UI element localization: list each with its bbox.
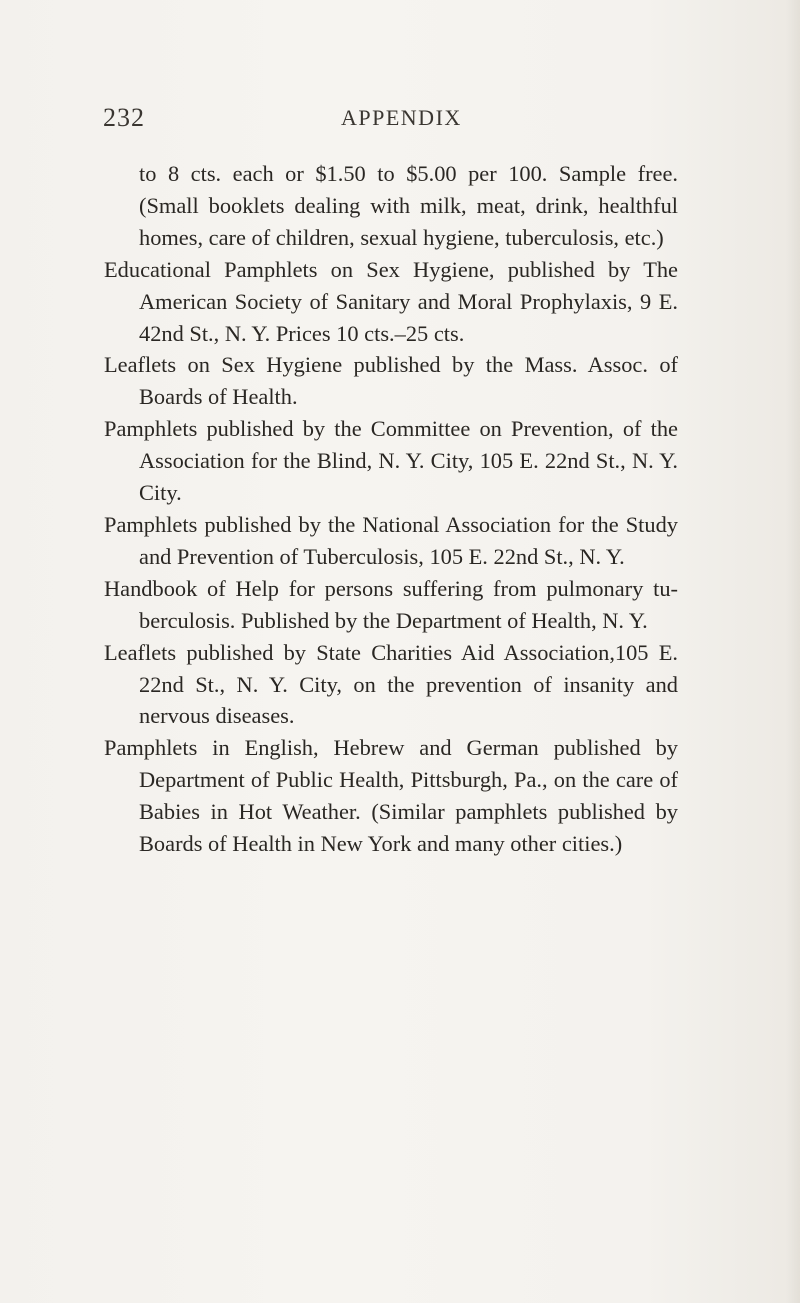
list-entry-handbook-of-help: Handbook of Help for persons suffering from pulmonary tuberculosis. Published by the Department of Health, N. Y. [104, 575, 678, 633]
page-edge-shadow [786, 0, 800, 1303]
appendix-list [104, 158, 678, 860]
page-header [103, 103, 703, 139]
page-number: 232 [103, 103, 145, 132]
list-entry-continued: to 8 cts. each or $1.50 to $5.00 per 100. Sample free. (Small booklets dealing with milk, meat, drink, healthful homes, care of children, sexual hygiene, tuberculosis, etc.) [139, 161, 678, 250]
list-entry-sex-hygiene-pamphlets: Educational Pamphlets on Sex Hygiene, published by The American Society of Sanitary and Moral Prophylaxis, 9 E. 42nd St., N. Y. Prices 10 cts.–25 cts. [104, 256, 678, 346]
running-head: APPENDIX [341, 105, 462, 130]
list-entry-pittsburgh-pamphlets: Pamphlets in English, Hebrew and German published by Department of Public Health, Pittsburgh, Pa., on the care of Babies in Hot Weather. (Similar pamphlets published by Boards of Health in New York and many other cities.) [104, 735, 678, 857]
list-entry-state-charities: Leaflets published by State Charities Aid Association,105 E. 22nd St., N. Y. City, on the prevention of insanity and nervous diseases. [104, 639, 678, 729]
list-entry-tuberculosis-association: Pamphlets published by the National Association for the Study and Prevention of Tuberculosis, 105 E. 22nd St., N. Y. [104, 511, 678, 569]
list-entry-blind-association: Pamphlets published by the Committee on Prevention, of the Association for the Blind, N. Y. City, 105 E. 22nd St., N. Y. City. [104, 416, 678, 506]
list-entry-mass-leaflets: Leaflets on Sex Hygiene published by the Mass. Assoc. of Boards of Health. [104, 352, 678, 410]
